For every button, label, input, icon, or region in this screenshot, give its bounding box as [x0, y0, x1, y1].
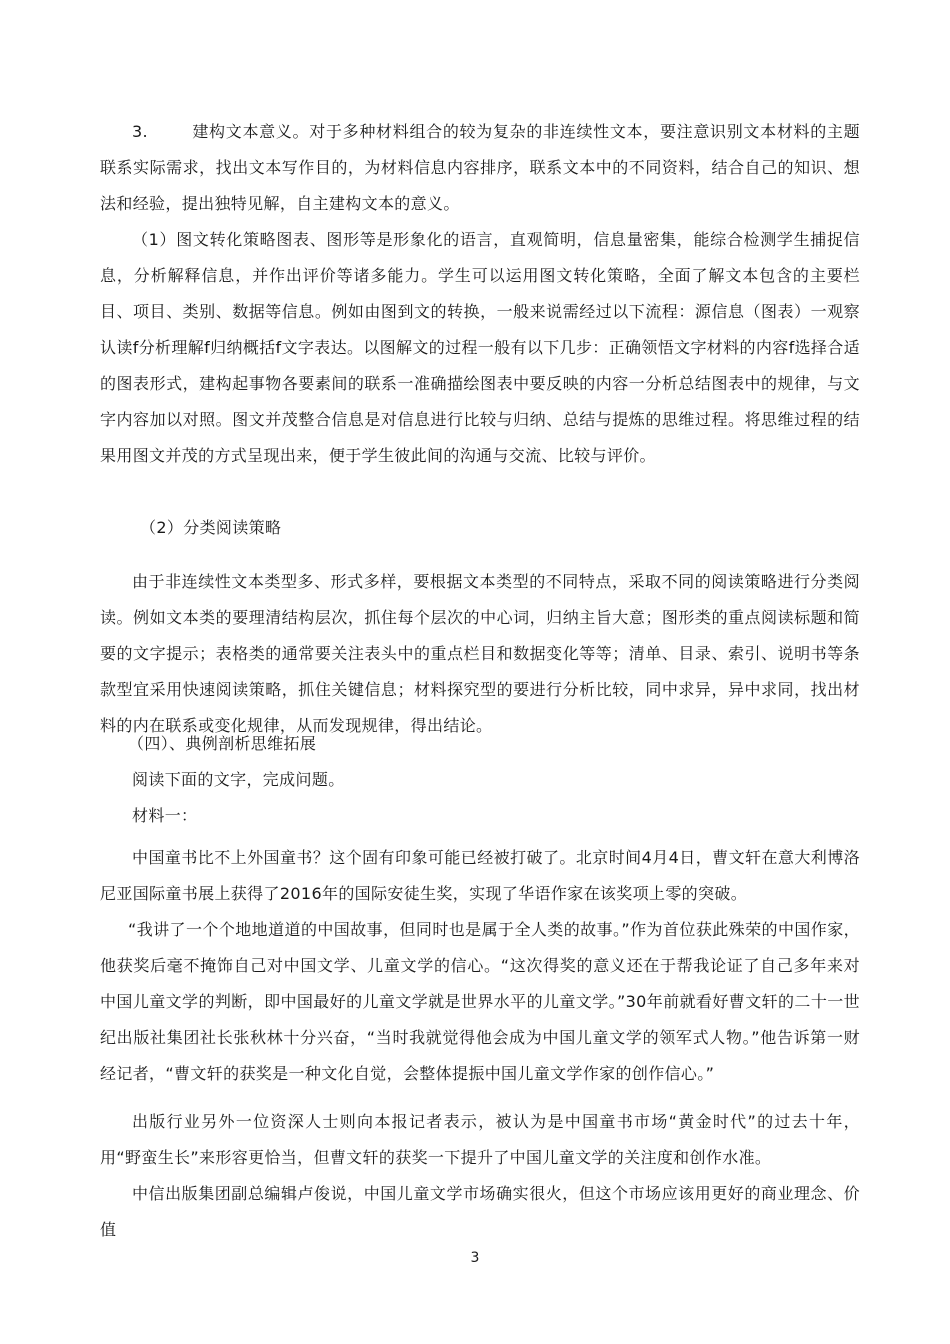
material-one-paragraph-3: 出版行业另外一位资深人士则向本报记者表示，被认为是中国童书市场“黄金时代”的过去十年，用“野蛮生长”来形容更恰当，但曹文轩的获奖一下提升了中国儿童文学的关注度和创作水准。: [100, 1112, 860, 1167]
section-3-paragraph: [100, 114, 860, 222]
page-number: 3: [470, 1250, 480, 1266]
material-one-label: 材料一：: [132, 806, 198, 825]
strategy-1-paragraph: （1）图文转化策略图表、图形等是形象化的语言，直观简明，信息量密集，能综合检测学生捕捉信息，分析解释信息，并作出评价等诸多能力。学生可以运用图文转化策略，全面了解文本包含的主要栏目、项目、类别、数据等信息。例如由图到文的转换，一般来说需经过以下流程：源信息（图表）一观察认读f分析理解f归纳概括f文字表达。以图解文的过程一般有以下几步：正确领悟文字材料的内容f选择合适的图表形式，建构起事物各要素间的联系一准确描绘图表中要反映的内容一分析总结图表中的规律，与文字内容加以对照。图文并茂整合信息是对信息进行比较与归纳、总结与提炼的思维过程。将思维过程的结果用图文并茂的方式呈现出来，便于学生彼此间的沟通与交流、比较与评价。: [100, 230, 860, 465]
material-one-paragraph-1: 中国童书比不上外国童书？这个固有印象可能已经被打破了。北京时间4月4日，曹文轩在意大利博洛尼亚国际童书展上获得了2016年的国际安徒生奖，实现了华语作家在该奖项上零的突破。: [100, 848, 860, 903]
section-3-text: 建构文本意义。对于多种材料组合的较为复杂的非连续性文本，要注意识别文本材料的主题联系实际需求，找出文本写作目的，为材料信息内容排序，联系文本中的不同资料，结合自己的知识、想法和经验，提出独特见解，自主建构文本的意义。: [100, 122, 860, 213]
part-4-heading: （四）、典例剖析思维拓展: [128, 734, 317, 753]
section-3-number: 3.: [132, 122, 148, 141]
strategy-2-heading: （2）分类阅读策略: [140, 518, 282, 537]
strategy-2-paragraph: 由于非连续性文本类型多、形式多样，要根据文本类型的不同特点，采取不同的阅读策略进行分类阅读。例如文本类的要理清结构层次，抓住每个层次的中心词，归纳主旨大意；图形类的重点阅读标题和简要的文字提示；表格类的通常要关注表头中的重点栏目和数据变化等等；清单、目录、索引、说明书等条款型宜采用快速阅读策略，抓住关键信息；材料探究型的要进行分析比较，同中求异，异中求同，找出材料的内在联系或变化规律，从而发现规律，得出结论。: [100, 572, 860, 735]
material-one-paragraph-2: “我讲了一个个地地道道的中国故事，但同时也是属于全人类的故事。”作为首位获此殊荣的中国作家，他获奖后毫不掩饰自己对中国文学、儿童文学的信心。“这次得奖的意义还在于帮我论证了自己多年来对中国儿童文学的判断，即中国最好的儿童文学就是世界水平的儿童文学。”30年前就看好曹文轩的二十一世纪出版社集团社长张秋林十分兴奋，“当时我就觉得他会成为中国儿童文学的领军式人物。”他告诉第一财经记者，“曹文轩的获奖是一种文化自觉，会整体提振中国儿童文学作家的创作信心。”: [100, 920, 860, 1083]
reading-instruction: 阅读下面的文字，完成问题。: [132, 770, 345, 789]
material-one-paragraph-4: 中信出版集团副总编辑卢俊说，中国儿童文学市场确实很火，但这个市场应该用更好的商业理念、价值: [100, 1184, 860, 1239]
